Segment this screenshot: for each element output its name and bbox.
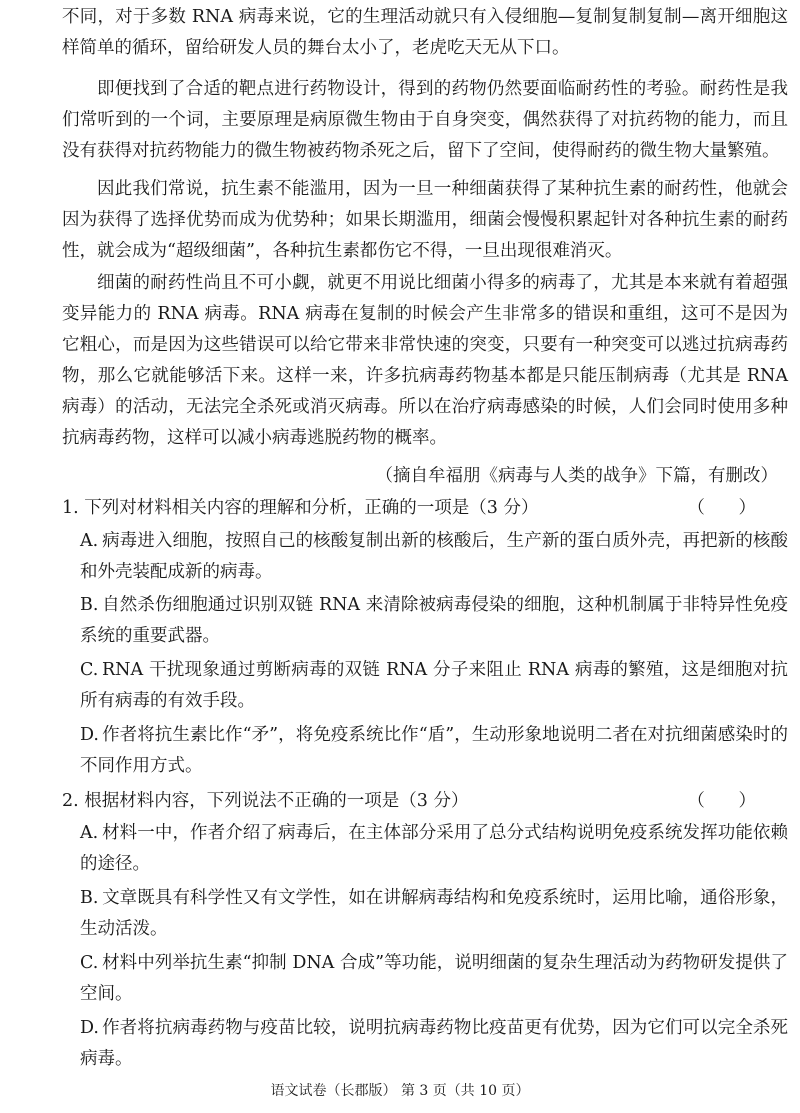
- question-2-stem: 2. 根据材料内容，下列说法不正确的一项是（3 分）: [62, 791, 469, 811]
- option-label: D.: [80, 1018, 99, 1038]
- question-1-option-a: [80, 526, 788, 588]
- question-1-option-c: [80, 655, 788, 717]
- passage-paragraph-rna-virus: 细菌的耐药性尚且不可小觑，就更不用说比细菌小得多的病毒了，尤其是本来就有着超强变异能力的 RNA 病毒。RNA 病毒在复制的时候会产生非常多的错误和重组，这可不是因为它粗心，而是因为这些错误可以给它带来非常快速的突变，只要有一种突变可以逃过抗病毒药物，那么它就能够活下来。这样一来，许多抗病毒药物基本都是只能压制病毒（尤其是 RNA 病毒）的活动，无法完全杀死或消灭病毒。所以在治疗病毒感染的时候，人们会同时使用多种抗病毒药物，这样可以减小病毒逃脱药物的概率。: [62, 273, 788, 448]
- passage-source: （摘自牟福朋《病毒与人类的战争》下篇，有删改）: [375, 466, 778, 486]
- option-label: B.: [80, 595, 99, 615]
- option-text: 自然杀伤细胞通过识别双链 RNA 来清除被病毒侵染的细胞，这种机制属于非特异性免疫系统的重要武器。: [80, 595, 788, 646]
- passage-paragraph-drug-resistance: 即便找到了合适的靶点进行药物设计，得到的药物仍然要面临耐药性的考验。耐药性是我们常听到的一个词，主要原理是病原微生物由于自身突变，偶然获得了对抗药物的能力，而且没有获得对抗药物能力的微生物被药物杀死之后，留下了空间，使得耐药的微生物大量繁殖。: [62, 79, 788, 161]
- page-footer: 语文试卷（长郡版） 第 3 页（共 10 页）: [270, 1083, 530, 1099]
- option-label: A.: [80, 531, 99, 551]
- question-2-option-c: [80, 948, 788, 1010]
- question-2-option-b: [80, 883, 788, 945]
- option-label: B.: [80, 888, 99, 908]
- question-1-option-d: [80, 720, 788, 782]
- question-1-stem: 1. 下列对材料相关内容的理解和分析，正确的一项是（3 分）: [62, 498, 539, 518]
- question-2-option-a: [80, 818, 788, 880]
- question-2-option-d: [80, 1013, 788, 1075]
- option-text: 材料中列举抗生素“抑制 DNA 合成”等功能，说明细菌的复杂生理活动为药物研发提供了空间。: [80, 953, 788, 1004]
- option-text: 材料一中，作者介绍了病毒后，在主体部分采用了总分式结构说明免疫系统发挥功能依赖的途径。: [80, 823, 788, 874]
- question-2-answer-bracket: （ ）: [687, 791, 770, 811]
- option-text: RNA 干扰现象通过剪断病毒的双链 RNA 分子来阻止 RNA 病毒的繁殖，这是细胞对抗所有病毒的有效手段。: [80, 660, 788, 711]
- option-label: C.: [80, 953, 99, 973]
- option-label: D.: [80, 725, 99, 745]
- option-text: 作者将抗生素比作“矛”，将免疫系统比作“盾”，生动形象地说明二者在对抗细菌感染时的不同作用方式。: [80, 725, 788, 776]
- question-1-option-b: [80, 590, 788, 652]
- option-label: C.: [80, 660, 99, 680]
- option-text: 作者将抗病毒药物与疫苗比较，说明抗病毒药物比疫苗更有优势，因为它们可以完全杀死病毒。: [80, 1018, 788, 1069]
- passage-paragraph-antibiotics: 因此我们常说，抗生素不能滥用，因为一旦一种细菌获得了某种抗生素的耐药性，他就会因为获得了选择优势而成为优势种；如果长期滥用，细菌会慢慢积累起针对各种抗生素的耐药性，就会成为“超级细菌”，各种抗生素都伤它不得，一旦出现很难消灭。: [62, 179, 788, 261]
- option-text: 病毒进入细胞，按照自己的核酸复制出新的核酸后，生产新的蛋白质外壳，再把新的核酸和外壳装配成新的病毒。: [80, 531, 788, 582]
- option-label: A.: [80, 823, 99, 843]
- question-1-answer-bracket: （ ）: [687, 498, 770, 518]
- option-text: 文章既具有科学性又有文学性，如在讲解病毒结构和免疫系统时，运用比喻，通俗形象，生动活泼。: [80, 888, 788, 939]
- passage-paragraph-continuation: 不同，对于多数 RNA 病毒来说，它的生理活动就只有入侵细胞—复制复制复制—离开细胞这样简单的循环，留给研发人员的舞台太小了，老虎吃天无从下口。: [62, 7, 788, 58]
